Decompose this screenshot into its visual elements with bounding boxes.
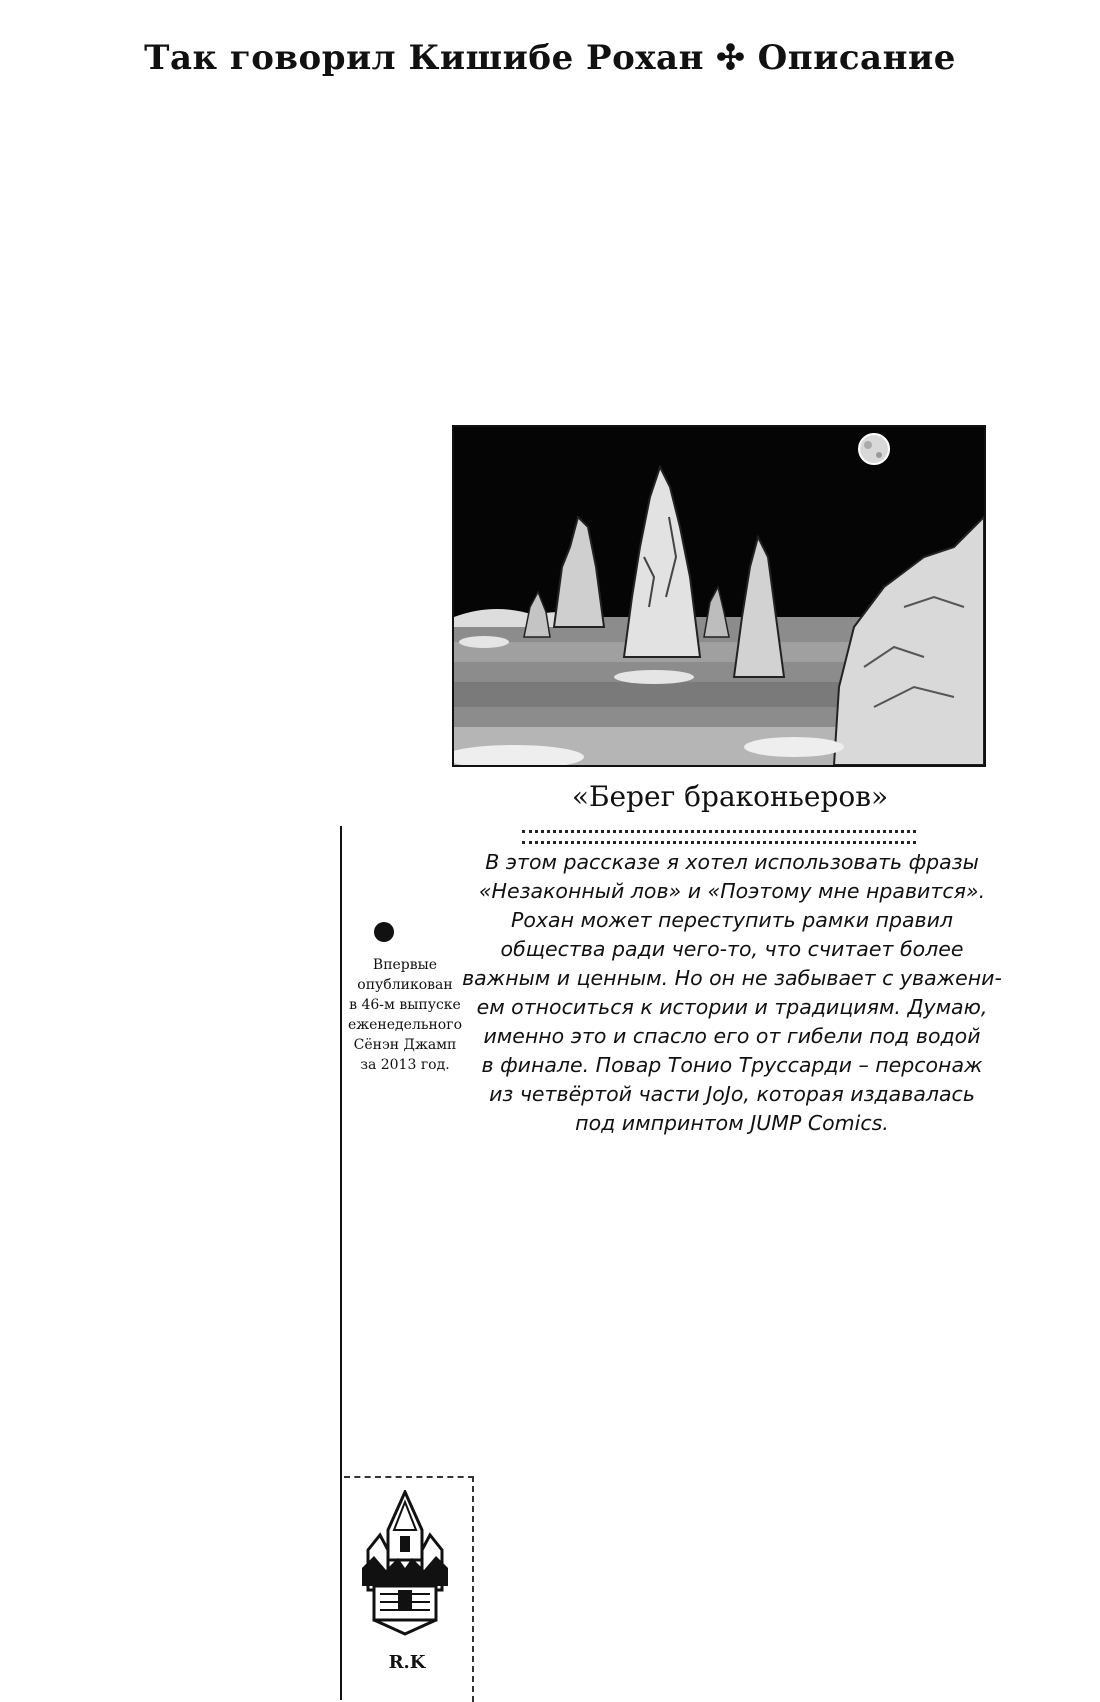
commentary-line: именно это и спасло его от гибели под водой bbox=[483, 1024, 981, 1048]
bullet-icon bbox=[374, 922, 394, 942]
commentary-line: «Незаконный лов» и «Поэтому мне нравится». bbox=[478, 879, 986, 903]
publication-line: Впервые bbox=[372, 957, 438, 973]
commentary-line: под импринтом JUMP Comics. bbox=[575, 1111, 889, 1135]
caption-divider bbox=[522, 830, 916, 844]
publication-line: опубликован bbox=[357, 977, 453, 993]
publication-line: за 2013 год. bbox=[360, 1057, 450, 1073]
page-title: Так говорил Кишибе Рохан ✣ Описание bbox=[144, 38, 956, 78]
publication-line: Сёнэн Джамп bbox=[353, 1037, 457, 1053]
commentary-line: из четвёртой части JoJo, которая издавалась bbox=[489, 1082, 975, 1106]
emblem-initials: R.K bbox=[388, 1652, 426, 1673]
publication-line: еженедельного bbox=[347, 1017, 462, 1033]
commentary-line: важным и ценным. Но он не забывает с уважени- bbox=[462, 966, 1002, 990]
chapter-illustration bbox=[452, 425, 986, 767]
seascape-image bbox=[454, 427, 984, 765]
publication-line: в 46-м выпуске bbox=[349, 997, 461, 1013]
chapter-caption: «Берег браконьеров» bbox=[571, 780, 889, 813]
commentary-line: Рохан может переступить рамки правил bbox=[510, 908, 954, 932]
commentary-line: в финале. Повар Тонио Труссарди – персонаж bbox=[481, 1053, 983, 1077]
commentary-line: общества ради чего-то, что считает более bbox=[500, 937, 964, 961]
author-commentary bbox=[462, 848, 1002, 1138]
commentary-line: ем относиться к истории и традициям. Думаю, bbox=[476, 995, 988, 1019]
commentary-line: В этом рассказе я хотел использовать фразы bbox=[485, 850, 979, 874]
moon-icon bbox=[859, 434, 889, 464]
publication-note bbox=[342, 955, 468, 1075]
castle-emblem-icon bbox=[360, 1490, 450, 1644]
